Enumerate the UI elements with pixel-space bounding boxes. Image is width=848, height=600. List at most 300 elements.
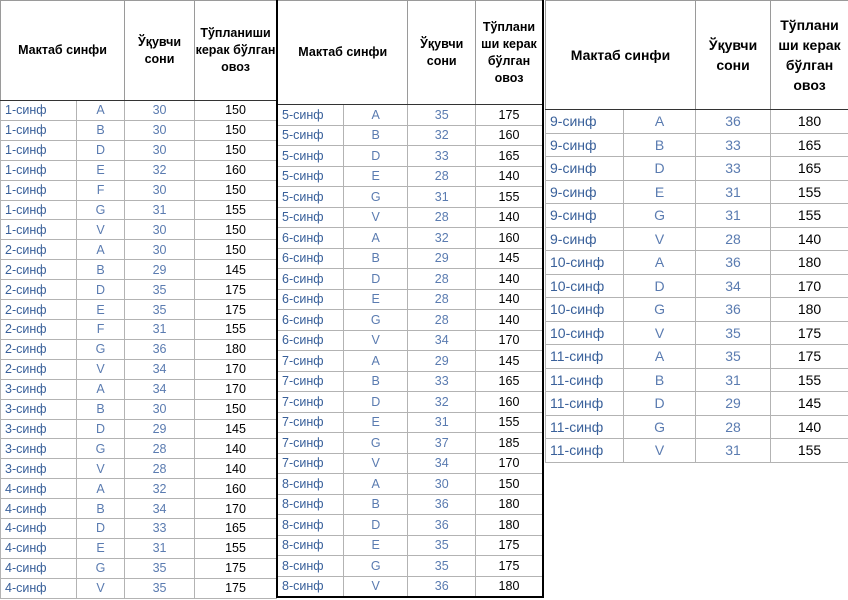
votes-cell: 180: [771, 110, 848, 134]
letter-cell: G: [77, 439, 125, 459]
class-cell: 11-синф: [546, 345, 624, 369]
letter-cell: B: [77, 499, 125, 519]
students-cell: 35: [125, 558, 195, 578]
students-cell: 34: [125, 379, 195, 399]
votes-cell: 155: [475, 412, 543, 433]
letter-cell: A: [77, 240, 125, 260]
class-cell: 5-синф: [277, 105, 343, 126]
votes-cell: 160: [195, 160, 277, 180]
class-cell: 6-синф: [277, 330, 343, 351]
students-cell: 35: [125, 578, 195, 598]
students-cell: 35: [125, 300, 195, 320]
letter-cell: V: [624, 321, 696, 345]
letter-cell: B: [343, 494, 407, 515]
letter-cell: G: [77, 558, 125, 578]
table-row: [277, 412, 543, 433]
votes-cell: 170: [195, 359, 277, 379]
votes-cell: 170: [475, 453, 543, 474]
votes-cell: 175: [771, 345, 848, 369]
letter-cell: F: [77, 319, 125, 339]
class-cell: 1-синф: [1, 220, 77, 240]
letter-cell: E: [77, 160, 125, 180]
votes-cell: 145: [195, 260, 277, 280]
class-cell: 10-синф: [546, 274, 624, 298]
letter-cell: V: [77, 220, 125, 240]
class-cell: 2-синф: [1, 260, 77, 280]
class-cell: 1-синф: [1, 180, 77, 200]
letter-cell: V: [343, 576, 407, 597]
header-row: [1, 1, 277, 101]
class-cell: 10-синф: [546, 298, 624, 322]
students-cell: 28: [408, 289, 476, 310]
votes-cell: 180: [475, 576, 543, 597]
students-cell: 28: [125, 459, 195, 479]
table-row: [546, 110, 848, 134]
students-cell: 33: [408, 146, 476, 167]
votes-cell: 155: [195, 200, 277, 220]
letter-cell: V: [77, 359, 125, 379]
class-cell: 8-синф: [277, 494, 343, 515]
letter-cell: D: [343, 515, 407, 536]
votes-cell: 175: [195, 558, 277, 578]
students-cell: 35: [408, 556, 476, 577]
class-cell: 2-синф: [1, 339, 77, 359]
letter-cell: A: [343, 228, 407, 249]
table-row: [1, 399, 277, 419]
letter-cell: V: [624, 227, 696, 251]
letter-cell: G: [77, 339, 125, 359]
votes-cell: 145: [771, 392, 848, 416]
header-class: Мактаб синфи: [546, 1, 696, 110]
table-row: [277, 474, 543, 495]
class-cell: 7-синф: [277, 453, 343, 474]
class-cell: 3-синф: [1, 439, 77, 459]
letter-cell: G: [624, 204, 696, 228]
letter-cell: B: [343, 125, 407, 146]
students-cell: 34: [696, 274, 771, 298]
students-cell: 31: [408, 187, 476, 208]
class-cell: 5-синф: [277, 187, 343, 208]
votes-cell: 145: [475, 248, 543, 269]
table-row: [546, 180, 848, 204]
students-cell: 31: [696, 439, 771, 463]
students-cell: 28: [696, 415, 771, 439]
students-cell: 32: [408, 392, 476, 413]
table-row: [1, 160, 277, 180]
table-row: [1, 499, 277, 519]
class-cell: 9-синф: [546, 227, 624, 251]
letter-cell: E: [343, 166, 407, 187]
table-row: [277, 453, 543, 474]
class-cell: 7-синф: [277, 371, 343, 392]
table-row: [1, 479, 277, 499]
class-cell: 11-синф: [546, 368, 624, 392]
letter-cell: G: [343, 187, 407, 208]
votes-cell: 160: [475, 125, 543, 146]
class-cell: 6-синф: [277, 228, 343, 249]
class-cell: 4-синф: [1, 479, 77, 499]
votes-cell: 175: [475, 556, 543, 577]
table-row: [277, 433, 543, 454]
votes-cell: 140: [475, 310, 543, 331]
table-row: [546, 439, 848, 463]
votes-cell: 180: [475, 494, 543, 515]
table-row: [546, 415, 848, 439]
class-cell: 5-синф: [277, 146, 343, 167]
table-row: [277, 535, 543, 556]
class-cell: 3-синф: [1, 419, 77, 439]
class-cell: 7-синф: [277, 392, 343, 413]
votes-cell: 180: [771, 251, 848, 275]
votes-cell: 155: [195, 319, 277, 339]
letter-cell: B: [343, 248, 407, 269]
table-row: [277, 371, 543, 392]
class-cell: 9-синф: [546, 157, 624, 181]
table-row: [1, 439, 277, 459]
votes-cell: 140: [475, 289, 543, 310]
table-row: [277, 166, 543, 187]
students-cell: 31: [408, 412, 476, 433]
class-cell: 1-синф: [1, 160, 77, 180]
table-row: [277, 289, 543, 310]
table-row: [277, 125, 543, 146]
table-row: [277, 105, 543, 126]
table-row: [546, 321, 848, 345]
class-cell: 6-синф: [277, 248, 343, 269]
table-row: [1, 200, 277, 220]
table-row: [277, 207, 543, 228]
class-cell: 1-синф: [1, 200, 77, 220]
letter-cell: B: [624, 368, 696, 392]
students-cell: 35: [125, 280, 195, 300]
class-cell: 2-синф: [1, 280, 77, 300]
students-cell: 36: [696, 298, 771, 322]
letter-cell: G: [77, 200, 125, 220]
letter-cell: E: [343, 289, 407, 310]
letter-cell: D: [77, 419, 125, 439]
class-cell: 7-синф: [277, 351, 343, 372]
votes-cell: 150: [195, 399, 277, 419]
students-cell: 34: [408, 330, 476, 351]
letter-cell: B: [77, 260, 125, 280]
table-row: [546, 227, 848, 251]
votes-cell: 150: [195, 140, 277, 160]
class-cell: 3-синф: [1, 399, 77, 419]
header-class: Мактаб синфи: [1, 1, 125, 101]
students-cell: 32: [408, 228, 476, 249]
class-cell: 6-синф: [277, 289, 343, 310]
votes-cell: 165: [475, 371, 543, 392]
letter-cell: D: [77, 140, 125, 160]
students-cell: 31: [696, 204, 771, 228]
letter-cell: D: [343, 269, 407, 290]
students-cell: 35: [408, 535, 476, 556]
class-cell: 2-синф: [1, 240, 77, 260]
students-cell: 34: [125, 359, 195, 379]
table-row: [546, 157, 848, 181]
letter-cell: A: [624, 251, 696, 275]
votes-cell: 180: [195, 339, 277, 359]
students-cell: 32: [125, 479, 195, 499]
table-row: [277, 187, 543, 208]
letter-cell: E: [77, 538, 125, 558]
header-students: Ўқувчи сони: [696, 1, 771, 110]
letter-cell: E: [624, 180, 696, 204]
table-row: [1, 519, 277, 539]
letter-cell: V: [343, 453, 407, 474]
votes-cell: 140: [771, 415, 848, 439]
letter-cell: G: [343, 310, 407, 331]
letter-cell: B: [343, 371, 407, 392]
letter-cell: A: [343, 105, 407, 126]
votes-cell: 175: [771, 321, 848, 345]
students-cell: 28: [408, 207, 476, 228]
students-cell: 36: [125, 339, 195, 359]
class-cell: 8-синф: [277, 576, 343, 597]
letter-cell: V: [343, 207, 407, 228]
class-cell: 11-синф: [546, 439, 624, 463]
students-cell: 31: [125, 319, 195, 339]
students-cell: 34: [408, 453, 476, 474]
votes-cell: 145: [475, 351, 543, 372]
students-cell: 34: [125, 499, 195, 519]
votes-cell: 145: [195, 419, 277, 439]
students-cell: 28: [408, 269, 476, 290]
votes-cell: 185: [475, 433, 543, 454]
letter-cell: D: [624, 274, 696, 298]
students-cell: 30: [125, 240, 195, 260]
table-row: [277, 228, 543, 249]
votes-cell: 160: [475, 392, 543, 413]
table-row: [546, 133, 848, 157]
class-cell: 1-синф: [1, 120, 77, 140]
class-cell: 9-синф: [546, 204, 624, 228]
class-cell: 8-синф: [277, 474, 343, 495]
header-students: Ўқувчи сони: [125, 1, 195, 101]
votes-cell: 150: [475, 474, 543, 495]
table-row: [546, 298, 848, 322]
votes-cell: 140: [195, 459, 277, 479]
students-cell: 29: [125, 260, 195, 280]
students-cell: 33: [696, 133, 771, 157]
class-cell: 9-синф: [546, 110, 624, 134]
students-cell: 30: [125, 101, 195, 121]
students-cell: 28: [696, 227, 771, 251]
table-row: [277, 494, 543, 515]
class-cell: 3-синф: [1, 379, 77, 399]
table-row: [546, 274, 848, 298]
students-cell: 30: [125, 140, 195, 160]
letter-cell: V: [624, 439, 696, 463]
votes-cell: 175: [195, 578, 277, 598]
students-cell: 29: [125, 419, 195, 439]
letter-cell: V: [343, 330, 407, 351]
letter-cell: D: [343, 392, 407, 413]
votes-cell: 165: [771, 157, 848, 181]
table-row: [1, 120, 277, 140]
table-row: [1, 180, 277, 200]
votes-cell: 140: [771, 227, 848, 251]
students-cell: 29: [408, 248, 476, 269]
letter-cell: D: [77, 519, 125, 539]
table-row: [1, 459, 277, 479]
table-body: [1, 101, 277, 599]
table-row: [546, 392, 848, 416]
table-row: [1, 220, 277, 240]
header-students: Ўқувчи сони: [408, 1, 476, 105]
votes-cell: 150: [195, 180, 277, 200]
class-cell: 2-синф: [1, 300, 77, 320]
class-cell: 7-синф: [277, 412, 343, 433]
votes-cell: 175: [195, 300, 277, 320]
votes-cell: 150: [195, 220, 277, 240]
class-cell: 1-синф: [1, 101, 77, 121]
students-cell: 32: [125, 160, 195, 180]
letter-cell: G: [624, 415, 696, 439]
table-row: [1, 319, 277, 339]
class-cell: 4-синф: [1, 558, 77, 578]
votes-cell: 175: [475, 105, 543, 126]
students-cell: 30: [125, 120, 195, 140]
table-row: [277, 310, 543, 331]
header-votes: Тўпланиши керак бўлган овоз: [195, 1, 277, 101]
votes-cell: 165: [475, 146, 543, 167]
letter-cell: B: [77, 120, 125, 140]
students-cell: 31: [696, 180, 771, 204]
votes-cell: 175: [475, 535, 543, 556]
class-cell: 11-синф: [546, 415, 624, 439]
students-cell: 33: [125, 519, 195, 539]
table-body: [277, 105, 543, 597]
table-row: [277, 269, 543, 290]
votes-cell: 140: [475, 269, 543, 290]
class-cell: 2-синф: [1, 319, 77, 339]
votes-cell: 140: [475, 166, 543, 187]
class-cell: 1-синф: [1, 140, 77, 160]
students-cell: 30: [408, 474, 476, 495]
class-votes-table-1: [0, 0, 277, 599]
class-cell: 7-синф: [277, 433, 343, 454]
class-cell: 6-синф: [277, 269, 343, 290]
letter-cell: E: [343, 535, 407, 556]
table-row: [1, 359, 277, 379]
table-row: [1, 379, 277, 399]
students-cell: 31: [696, 368, 771, 392]
class-cell: 3-синф: [1, 459, 77, 479]
letter-cell: G: [343, 556, 407, 577]
votes-cell: 155: [771, 368, 848, 392]
table-row: [277, 576, 543, 597]
votes-cell: 170: [195, 499, 277, 519]
class-cell: 10-синф: [546, 251, 624, 275]
votes-cell: 150: [195, 101, 277, 121]
votes-cell: 150: [195, 240, 277, 260]
table-row: [277, 515, 543, 536]
students-cell: 30: [125, 399, 195, 419]
letter-cell: B: [624, 133, 696, 157]
students-cell: 28: [408, 166, 476, 187]
letter-cell: D: [77, 280, 125, 300]
header-votes: Тўплани ши керак бўлган овоз: [475, 1, 543, 105]
letter-cell: V: [77, 578, 125, 598]
votes-cell: 155: [771, 439, 848, 463]
class-cell: 4-синф: [1, 538, 77, 558]
students-cell: 36: [408, 515, 476, 536]
class-cell: 11-синф: [546, 392, 624, 416]
header-row: [277, 1, 543, 105]
class-cell: 6-синф: [277, 310, 343, 331]
votes-cell: 170: [771, 274, 848, 298]
letter-cell: A: [77, 479, 125, 499]
students-cell: 35: [696, 345, 771, 369]
students-cell: 32: [408, 125, 476, 146]
class-cell: 10-синф: [546, 321, 624, 345]
students-cell: 36: [696, 251, 771, 275]
class-cell: 2-синф: [1, 359, 77, 379]
votes-cell: 155: [475, 187, 543, 208]
class-votes-table-3: [545, 0, 848, 463]
letter-cell: A: [343, 351, 407, 372]
table-row: [1, 558, 277, 578]
table-row: [546, 368, 848, 392]
class-cell: 5-синф: [277, 125, 343, 146]
students-cell: 35: [408, 105, 476, 126]
votes-cell: 180: [771, 298, 848, 322]
students-cell: 37: [408, 433, 476, 454]
table-row: [277, 330, 543, 351]
letter-cell: G: [624, 298, 696, 322]
letter-cell: E: [343, 412, 407, 433]
students-cell: 33: [408, 371, 476, 392]
letter-cell: E: [77, 300, 125, 320]
table-row: [1, 240, 277, 260]
table-row: [1, 280, 277, 300]
students-cell: 28: [125, 439, 195, 459]
votes-cell: 160: [475, 228, 543, 249]
class-cell: 5-синф: [277, 166, 343, 187]
students-cell: 28: [408, 310, 476, 331]
table-row: [1, 260, 277, 280]
votes-cell: 175: [195, 280, 277, 300]
table-row: [1, 578, 277, 598]
table-row: [1, 419, 277, 439]
table-row: [277, 392, 543, 413]
class-cell: 8-синф: [277, 535, 343, 556]
letter-cell: A: [624, 110, 696, 134]
votes-cell: 170: [195, 379, 277, 399]
table-row: [1, 339, 277, 359]
class-votes-table-2: [276, 0, 544, 598]
class-cell: 9-синф: [546, 180, 624, 204]
votes-cell: 155: [771, 180, 848, 204]
students-cell: 30: [125, 220, 195, 240]
votes-cell: 180: [475, 515, 543, 536]
votes-cell: 160: [195, 479, 277, 499]
students-cell: 36: [408, 576, 476, 597]
votes-cell: 140: [475, 207, 543, 228]
votes-cell: 155: [771, 204, 848, 228]
votes-cell: 155: [195, 538, 277, 558]
letter-cell: A: [77, 379, 125, 399]
votes-cell: 165: [771, 133, 848, 157]
letter-cell: A: [624, 345, 696, 369]
table-row: [277, 556, 543, 577]
class-cell: 8-синф: [277, 515, 343, 536]
letter-cell: A: [77, 101, 125, 121]
class-cell: 5-синф: [277, 207, 343, 228]
table-row: [1, 101, 277, 121]
class-cell: 4-синф: [1, 578, 77, 598]
